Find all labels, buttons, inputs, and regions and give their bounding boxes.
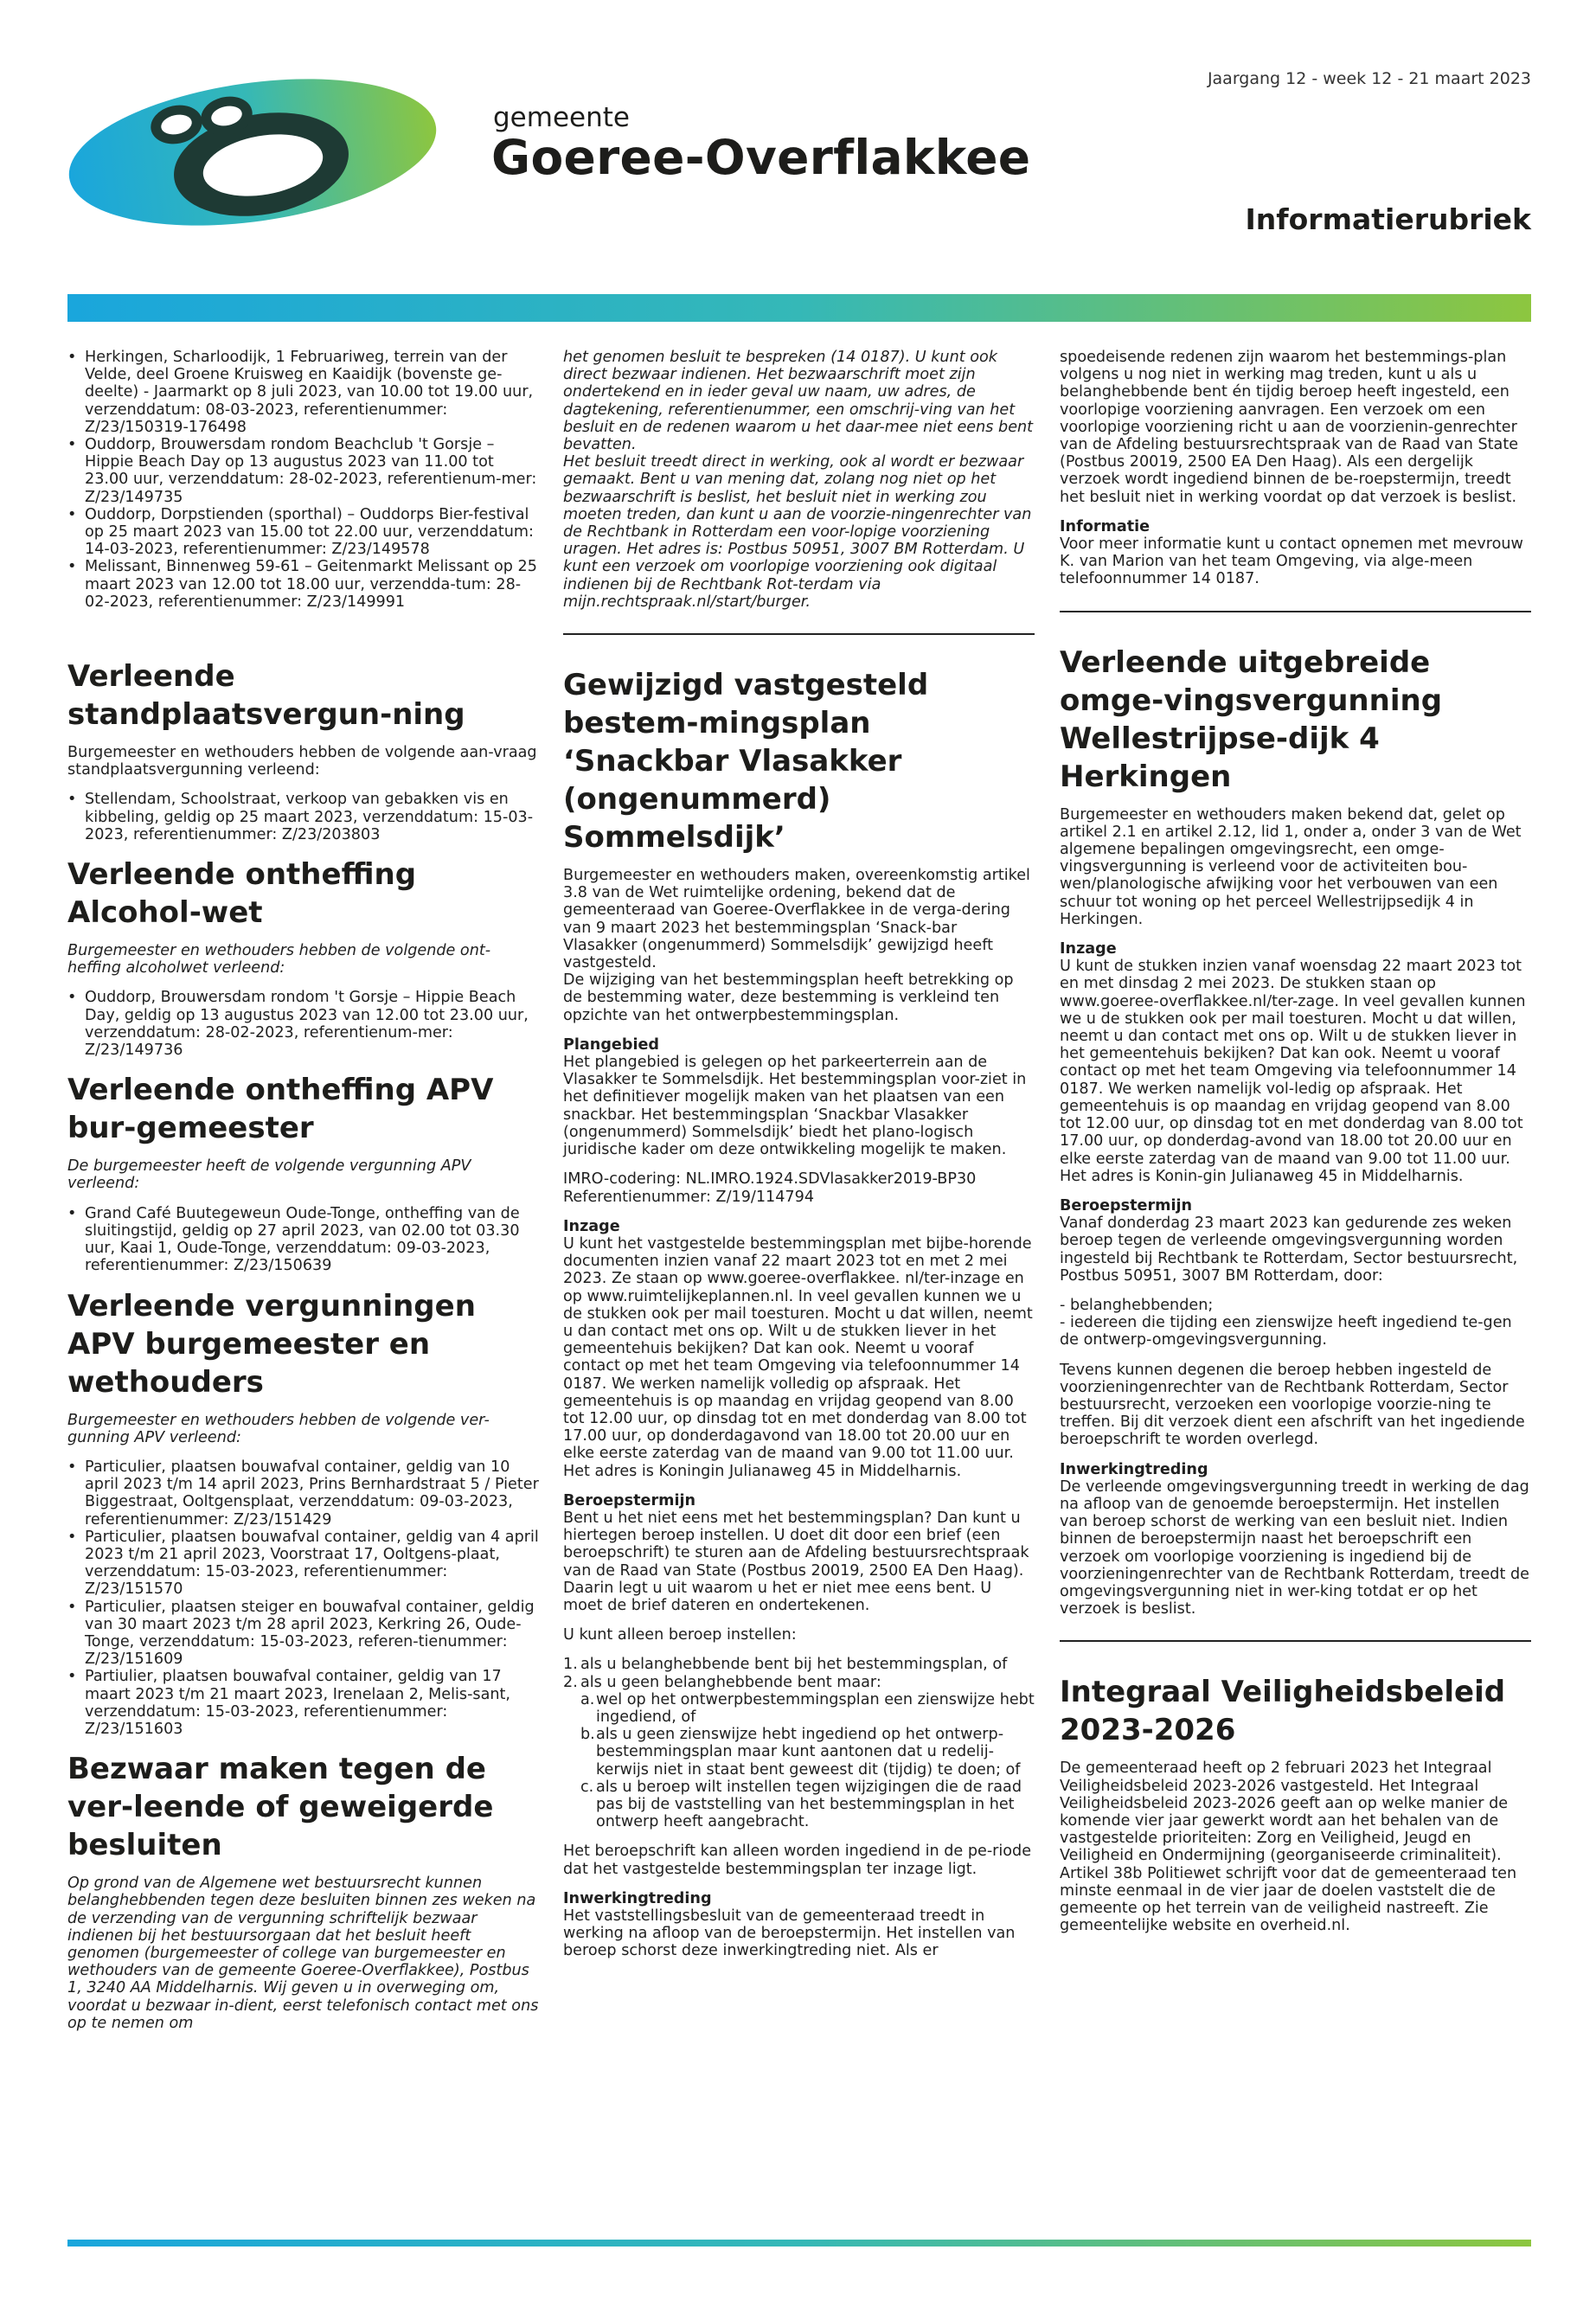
column-3 bbox=[1060, 349, 1531, 1946]
beroep-dash-2: - iedereen die tijding een zienswijze heeft ingediend te-gen de ontwerp-omgevingsvergunning. bbox=[1060, 1314, 1512, 1349]
apv-college-title: Verleende vergunningen APV burgemeester en wethouders bbox=[67, 1288, 476, 1400]
inzage-heading: Inzage bbox=[1060, 940, 1117, 958]
informatie-heading: Informatie bbox=[1060, 517, 1151, 535]
list-item-text: als u geen zienswijze hebt ingediend op het ontwerp-bestemmingsplan maar kunt aantonen dat u redelij-kerwijs niet in staat bent geweest dit (tijdig) te doen; of bbox=[596, 1726, 1021, 1779]
list-item: • Ouddorp, Brouwersdam rondom Beachclub 't Gorsje – Hippie Beach Day op 13 augustus 2023 van 11.00 tot 23.00 uur, verzenddatum: 28-02-2023, referentienum-mer: Z/23/149735 bbox=[67, 436, 539, 506]
sub-list-item bbox=[580, 1779, 1035, 1831]
inzage-text: U kunt het vastgestelde bestemmingsplan met bijbe-horende documenten inzien vanaf 22 maart 2023 tot en met 2 mei 2023. Ze staan op www.goeree-overflakkee. nl/ter-inzage en op www.ruimtelijkeplannen.nl. In veel gevallen kunnen we u de stukken ook per mail toesturen. Mocht u dat willen, neemt u dan contact met ons op. Wilt u de stukken liever in het gemeentehuis bekijken? Dat kan ook. Neemt u vooraf contact op met het team Omgeving via telefoonnummer 14 0187. We werken namelijk volledig op afspraak. Het gemeentehuis is op maandag en vrijdag geopend van 8.00 tot 12.00 uur, op dinsdag tot en met donderdag van 8.00 tot 17.00 uur, op donderdagavond van 18.00 tot 20.00 uur en elke eerste zaterdag van de maand van 9.00 tot 11.00 uur. Het adres is Koningin Julianaweg 45 in Middelharnis. bbox=[563, 1234, 1033, 1480]
apv-college-list bbox=[67, 1458, 539, 1738]
list-marker: 2. bbox=[563, 1673, 578, 1691]
informatie-text: Voor meer informatie kunt u contact opnemen met mevrouw K. van Marion van het team Omgeving, via alge-meen telefoonnummer 14 0187. bbox=[1060, 535, 1523, 588]
section-divider bbox=[1060, 611, 1531, 612]
inwerking-heading: Inwerkingtreding bbox=[563, 1889, 712, 1907]
inzage-text: U kunt de stukken inzien vanaf woensdag 22 maart 2023 tot en met dinsdag 2 mei 2023. De stukken staan op www.goeree-overflakkee.nl/ter-zage. In veel gevallen kunnen we u de stukken ook per mail toesturen. Mocht u dat willen, neemt u dan contact met ons op. Wilt u de stukken liever in het gemeentehuis bekijken? Dat kan ook. Neemt u vooraf contact op met het team Omgeving via telefoonnummer 14 0187. We werken namelijk vol-ledig op afspraak. Het gemeentehuis is op maandag en vrijdag geopend van 8.00 tot 12.00 uur, op dinsdag tot en met donderdag van 8.00 tot 17.00 uur, op donderdag-avond van 18.00 tot 20.00 uur en elke eerste zaterdag van de maand van 9.00 tot 11.00 uur. Het adres is Konin-gin Julianaweg 45 in Middelharnis. bbox=[1060, 958, 1526, 1185]
list-item: • Melissant, Binnenweg 59-61 – Geitenmarkt Melissant op 25 maart 2023 van 12.00 tot 18.00 uur, verzendda-tum: 28-02-2023, referentienummer: Z/23/149991 bbox=[67, 558, 539, 611]
list-item: • Ouddorp, Brouwersdam rondom 't Gorsje – Hippie Beach Day, geldig op 13 augustus 2023 van 12.00 tot 23.00 uur, verzenddatum: 28-02-2023, referentienum-mer: Z/23/149736 bbox=[67, 989, 539, 1059]
standplaats-list bbox=[67, 791, 539, 843]
inwerking-text: Het vaststellingsbesluit van de gemeenteraad treedt in werking na afloop van de beroepstermijn. Het instellen van beroep schorst deze inwerkingtreding niet. Als er bbox=[563, 1907, 1016, 1960]
beroep-text: Vanaf donderdag 23 maart 2023 kan gedurende zes weken beroep tegen de verleende omgevingsvergunning worden ingesteld bij Rechtbank te Rotterdam, Sector bestuursrecht, Postbus 50951, 3007 BM Rotterdam, door: bbox=[1060, 1215, 1518, 1285]
brand-name: Goeree-Overflakkee bbox=[491, 130, 1031, 185]
brand-gemeente: gemeente bbox=[493, 102, 630, 133]
bezwaar-text: Op grond van de Algemene wet bestuursrecht kunnen belanghebbenden tegen deze besluiten binnen zes weken na de verzending van de vergunning schriftelijk bezwaar indienen bij het bestuursorgaan dat het besluit heeft genomen (burgemeester of college van burgemeester en wethouders van de gemeente Goeree-Overflakkee), Postbus 1, 3240 AA Middelharnis. Wij geven u in overweging om, voordat u bezwaar in-dient, eerst telefonisch contact met ons op te nemen om bbox=[67, 1875, 539, 2032]
apv-college-intro: Burgemeester en wethouders hebben de volgende ver-gunning APV verleend: bbox=[67, 1411, 490, 1446]
veiligheidsbeleid-text: De gemeenteraad heeft op 2 februari 2023 het Integraal Veiligheidsbeleid 2023-2026 vastgesteld. Het Integraal Veiligheidsbeleid 2023-2026 geeft aan op welke manier de komende vier jaar gewerkt wordt aan het behalen van de vastgestelde prioriteiten: Zorg en Veiligheid, Jeugd en Veiligheid en Ondermijning (georganiseerde criminaliteit). Artikel 38b Politiewet schrijft voor dat de gemeenteraad ten minste eenmaal in de vier jaar de doelen vaststelt die de gemeente op het terrein van de veiligheid nastreeft. Zie gemeentelijke website en overheid.nl. bbox=[1060, 1759, 1517, 1935]
inwerking-heading: Inwerkingtreding bbox=[1060, 1460, 1208, 1478]
list-item-text: als u geen belanghebbende bent maar: bbox=[580, 1673, 881, 1691]
apv-burgemeester-list bbox=[67, 1205, 539, 1275]
standplaats-intro: Burgemeester en wethouders hebben de volgende aan-vraag standplaatsvergunning verleend: bbox=[67, 744, 537, 779]
beroep-conditions bbox=[563, 1656, 1035, 1830]
issue-line: Jaargang 12 - week 12 - 21 maart 2023 bbox=[1207, 69, 1531, 88]
section-divider bbox=[563, 633, 1035, 635]
plangebied-heading: Plangebied bbox=[563, 1035, 660, 1054]
beroep-text-2: Het beroepschrift kan alleen worden ingediend in de pe-riode dat het vastgestelde bestemmingsplan ter inzage ligt. bbox=[563, 1843, 1032, 1878]
sub-list-item bbox=[580, 1691, 1035, 1726]
list-item bbox=[563, 1656, 1035, 1673]
list-item-text: wel op het ontwerpbestemmingsplan een zienswijze hebt ingediend, of bbox=[596, 1690, 1035, 1726]
referentienummer: Referentienummer: Z/19/114794 bbox=[563, 1188, 815, 1206]
tevens-text: Tevens kunnen degenen die beroep hebben ingesteld de voorzieningenrechter van de Rechtbank Rotterdam, Sector bestuursrecht, verzoeken een voorlopige voorzie-ning te treffen. Bij dit verzoek dient een afschrift van het ingediende beroepschrift te worden overlegd. bbox=[1060, 1361, 1525, 1449]
bestemmingsplan-title: Gewijzigd vastgesteld bestem-mingsplan ‘Snackbar Vlasakker (ongenummerd) Sommelsdijk’ bbox=[563, 668, 929, 856]
list-item: • Herkingen, Scharloodijk, 1 Februariweg, terrein van der Velde, deel Groene Kruisweg en Kaaidijk (bovenste ge-deelte) - Jaarmarkt op 8 juli 2023, van 10.00 tot 19.00 uur, verzenddatum: 08-03-2023, referentienummer: Z/23/150319-176498 bbox=[67, 349, 539, 436]
list-item-text: als u belanghebbende bent bij het bestemmingsplan, of bbox=[580, 1656, 1008, 1674]
gradient-band-top bbox=[67, 294, 1531, 322]
list-marker: c. bbox=[580, 1778, 594, 1796]
sub-list bbox=[580, 1691, 1035, 1831]
list-item: • Particulier, plaatsen steiger en bouwafval container, geldig van 30 maart 2023 t/m 28 april 2023, Kerkring 26, Oude-Tonge, verzenddatum: 15-03-2023, referen-tienummer: Z/23/151609 bbox=[67, 1599, 539, 1669]
gradient-band-bottom bbox=[67, 2240, 1531, 2247]
omgevingsvergunning-title: Verleende uitgebreide omge-vingsvergunning Wellestrijpse-dijk 4 Herkingen bbox=[1060, 644, 1443, 794]
list-item: • Grand Café Buutegeweun Oude-Tonge, ontheffing van de sluitingstijd, geldig op 27 april 2023, van 02.00 tot 03.30 uur, Kaai 1, Oude-Tonge, verzenddatum: 09-03-2023, referentienummer: Z/23/150639 bbox=[67, 1205, 539, 1275]
alcoholwet-title: Verleende ontheffing Alcohol-wet bbox=[67, 857, 417, 931]
beroep-dash-1: - belanghebbenden; bbox=[1060, 1296, 1214, 1314]
event-list bbox=[67, 349, 539, 611]
imro-code: IMRO-codering: NL.IMRO.1924.SDVlasakker2019-BP30 bbox=[563, 1170, 977, 1189]
alcoholwet-intro: Burgemeester en wethouders hebben de volgende ont-heffing alcoholwet verleend: bbox=[67, 942, 491, 977]
list-item: • Ouddorp, Dorpstienden (sporthal) – Ouddorps Bier-festival op 25 maart 2023 van 15.00 tot 22.00 uur, verzenddatum: 14-03-2023, referentienummer: Z/23/149578 bbox=[67, 506, 539, 559]
beroep-heading: Beroepstermijn bbox=[563, 1491, 696, 1509]
list-item: • Particulier, plaatsen bouwafval container, geldig van 4 april 2023 t/m 21 april 2023, Voorstraat 17, Ooltgens-plaat, verzenddatum: 15-03-2023, referentienummer: Z/23/151570 bbox=[67, 1529, 539, 1599]
list-item: • Stellendam, Schoolstraat, verkoop van gebakken vis en kibbeling, geldig op 25 maart 2023, verzenddatum: 15-03-2023, referentienummer: Z/23/203803 bbox=[67, 791, 539, 843]
bestemmingsplan-p1: Burgemeester en wethouders maken, overeenkomstig artikel 3.8 van de Wet ruimtelijke ordening, bekend dat de gemeenteraad van Goeree-Overflakkee in de verga-dering van 9 maart 2023 het bestemmingsplan ‘Snack-bar Vlasakker (ongenummerd) Sommelsdijk’ gewijzigd heeft vastgesteld. bbox=[563, 867, 1030, 972]
apv-burgemeester-title: Verleende ontheffing APV bur-gemeester bbox=[67, 1073, 494, 1146]
section-divider bbox=[1060, 1640, 1531, 1642]
list-marker: a. bbox=[580, 1690, 595, 1708]
bezwaar-title: Bezwaar maken tegen de ver-leende of geweigerde besluiten bbox=[67, 1752, 494, 1863]
list-marker: 1. bbox=[563, 1656, 578, 1674]
alcoholwet-list bbox=[67, 989, 539, 1059]
veiligheidsbeleid-title: Integraal Veiligheidsbeleid 2023-2026 bbox=[1060, 1675, 1506, 1748]
omgevingsvergunning-p1: Burgemeester en wethouders maken bekend dat, gelet op artikel 2.1 en artikel 2.12, lid 1, onder a, onder 3 van de Wet algemene bepalingen omgevingsrecht, een omge-vingsvergunning is verleend voor de activiteiten bou-wen/planologische afwijking voor het verbouwen van een schuur tot woning op het perceel Wellestrijpsedijk 4 in Herkingen. bbox=[1060, 805, 1522, 928]
inzage-heading: Inzage bbox=[563, 1217, 620, 1235]
alleen-beroep: U kunt alleen beroep instellen: bbox=[563, 1626, 797, 1644]
voorziening-cont: spoedeisende redenen zijn waarom het bestemmings-plan volgens u nog niet in werking mag treden, kunt u als u belanghebbende bent én tijdig beroep heeft ingesteld, een voorlopige voorziening aanvragen. Een verzoek om een voorlopige voorziening richt u aan de voorzienin-genrechter van de Afdeling bestuursrechtspraak van de Raad van State (Postbus 20019, 2500 EA Den Haag). Als een dergelijk verzoek wordt ingediend binnen de be-roepstermijn, treedt het besluit niet in werking voordat op dat verzoek is beslist. bbox=[1060, 349, 1519, 506]
beroep-heading: Beroepstermijn bbox=[1060, 1196, 1193, 1215]
gemeente-logo bbox=[62, 67, 443, 240]
list-item-text: als u beroep wilt instellen tegen wijzigingen die de raad pas bij de vaststelling van het bestemmingsplan in het ontwerp heeft aangebracht. bbox=[596, 1778, 1022, 1831]
apv-burgemeester-intro: De burgemeester heeft de volgende vergunning APV verleend: bbox=[67, 1157, 471, 1193]
sub-list-item bbox=[580, 1726, 1035, 1779]
bestemmingsplan-p2: De wijziging van het bestemmingsplan heeft betrekking op de bestemming water, deze bestemming is verkleind ten opzichte van het ontwerpbestemmingsplan. bbox=[563, 971, 1014, 1024]
bezwaar-cont-2: Het besluit treedt direct in werking, ook al wordt er bezwaar gemaakt. Bent u van mening dat, zolang nog niet op het bezwaarschrift is beslist, het besluit niet in werking zou moeten treden, dan kunt u aan de voorzie-ningenrechter van de Rechtbank in Rotterdam een voor-lopige voorziening uragen. Het adres is: Postbus 50951, 3007 BM Rotterdam. U kunt een verzoek om voorlopige voorziening ook digitaal indienen bij de Rechtbank Rot-terdam via mijn.rechtspraak.nl/start/burger. bbox=[563, 453, 1032, 611]
column-2 bbox=[563, 349, 1035, 1972]
plangebied-text: Het plangebied is gelegen op het parkeerterrein aan de Vlasakker te Sommelsdijk. Het bestemmingsplan voor-ziet in het definitiever mogelijk maken van het plaatsen van een snackbar. Het bestemmingsplan ‘Snackbar Vlasakker (ongenummerd) Sommelsdijk’ biedt het plano-logisch juridische kader om deze ontwikkeling mogelijk te maken. bbox=[563, 1054, 1027, 1159]
list-item: • Particulier, plaatsen bouwafval container, geldig van 10 april 2023 t/m 14 april 2023, Prins Bernhardstraat 5 / Pieter Biggestraat, Ooltgensplaat, verzenddatum: 09-03-2023, referentienummer: Z/23/151429 bbox=[67, 1458, 539, 1529]
inwerking-text: De verleende omgevingsvergunning treedt in werking de dag na afloop van de genoemde beroepstermijn. Het instellen van beroep schorst de werking van een besluit niet. Indien binnen de beroepstermijn naast het beroepschrift een verzoek om voorlopige voorziening is ingediend bij de voorzieningenrechter van de Rechtbank Rotterdam, treedt de omgevingsvergunning niet in wer-king totdat er op het verzoek is beslist. bbox=[1060, 1477, 1529, 1618]
standplaats-title: Verleende standplaatsvergun-ning bbox=[67, 659, 465, 733]
column-1 bbox=[67, 349, 539, 2044]
rubriek-title: Informatierubriek bbox=[1245, 202, 1531, 236]
list-item bbox=[563, 1674, 1035, 1831]
beroep-text: Bent u het niet eens met het bestemmingsplan? Dan kunt u hiertegen beroep instellen. U doet dit door een brief (een beroepschrift) te sturen aan de Afdeling bestuursrechtspraak van de Raad van State (Postbus 20019, 2500 EA Den Haag). Daarin legt u uit waarom u het er niet mee eens bent. U moet de brief dateren en ondertekenen. bbox=[563, 1509, 1029, 1614]
bezwaar-cont-1: het genomen besluit te bespreken (14 0187). U kunt ook direct bezwaar indienen. Het bezwaarschrift moet zijn ondertekend en in ieder geval uw naam, uw adres, de dagtekening, referentienummer, een omschrij-ving van het besluit en de redenen waarom u het daar-mee niet eens bent bevatten. bbox=[563, 349, 1034, 454]
list-marker: b. bbox=[580, 1726, 595, 1744]
list-item: • Partiulier, plaatsen bouwafval container, geldig van 17 maart 2023 t/m 21 maart 2023, Irenelaan 2, Melis-sant, verzenddatum: 15-03-2023, referentienummer: Z/23/151603 bbox=[67, 1668, 539, 1738]
